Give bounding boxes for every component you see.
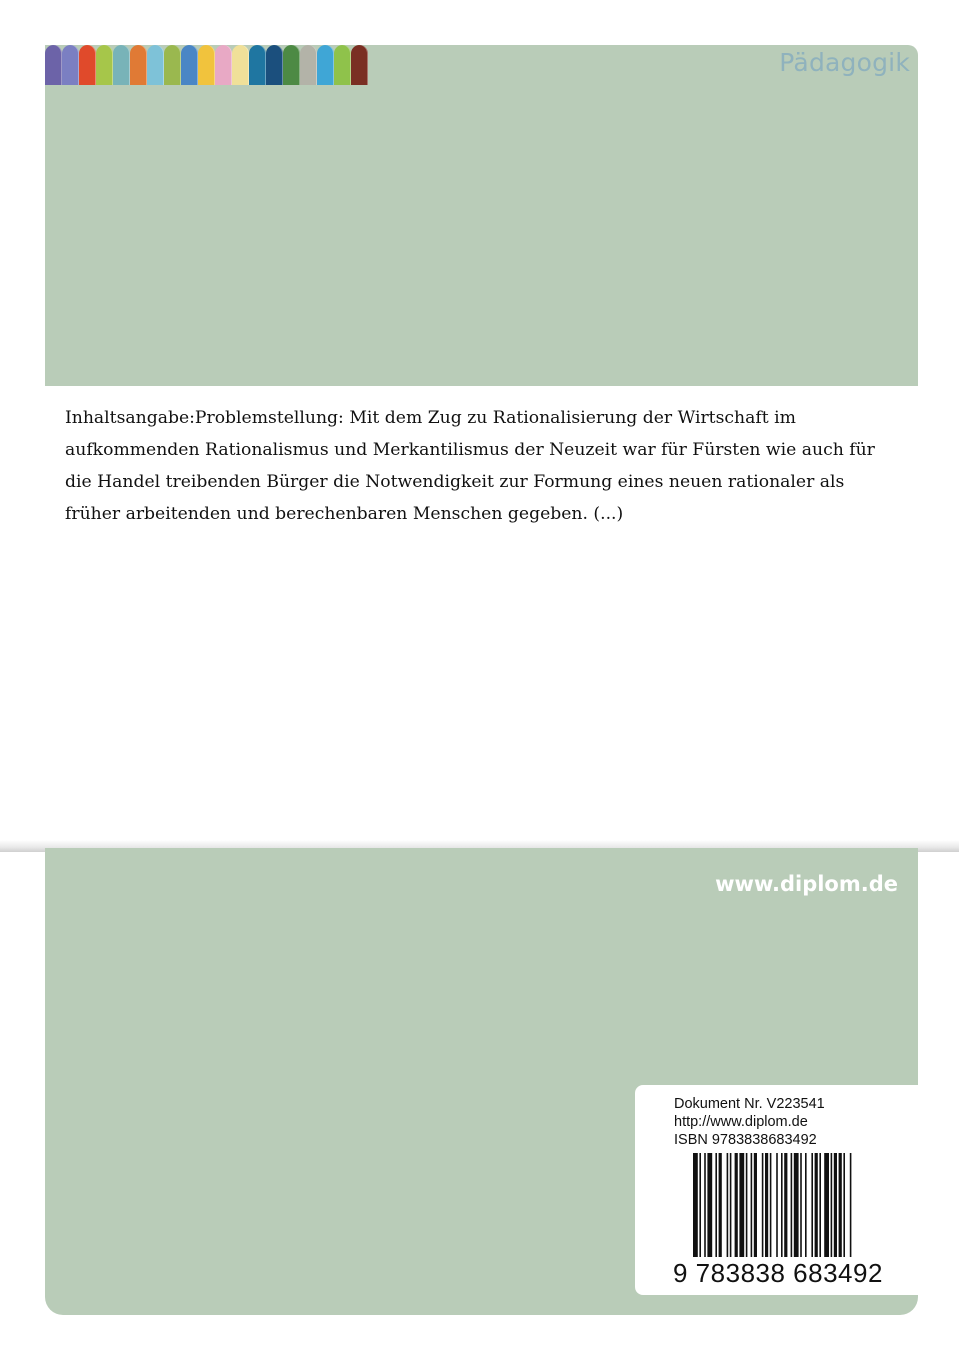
cover-top-panel	[45, 45, 918, 386]
color-tab	[334, 45, 351, 85]
barcode-bar	[815, 1153, 818, 1257]
barcode-bar	[699, 1153, 701, 1257]
barcode-bar	[765, 1153, 768, 1257]
barcode-bar	[824, 1153, 829, 1257]
color-tab	[147, 45, 164, 85]
barcode-bar	[693, 1153, 698, 1257]
barcode-bar	[746, 1153, 748, 1257]
barcode-bar	[715, 1153, 717, 1257]
barcode-bar	[811, 1153, 813, 1257]
color-tab	[266, 45, 283, 85]
publisher-website: www.diplom.de	[715, 872, 898, 896]
color-tab	[300, 45, 317, 85]
barcode-bar	[805, 1153, 807, 1257]
barcode-bar	[850, 1153, 852, 1257]
color-tab	[351, 45, 368, 85]
color-tabs	[45, 45, 368, 85]
color-tab	[164, 45, 181, 85]
barcode-bar	[762, 1153, 764, 1257]
category-label: Pädagogik	[779, 48, 910, 77]
color-tab	[198, 45, 215, 85]
color-tab	[45, 45, 62, 85]
barcode-bar	[707, 1153, 712, 1257]
barcode-bar	[800, 1153, 802, 1257]
color-tab	[249, 45, 266, 85]
book-description: Inhaltsangabe:Problemstellung: Mit dem Zug zu Rationalisierung der Wirtschaft im aufkommenden Rationalismus und Merkantilismus der Neuzeit war für Fürsten wie auch für die Handel treibenden Bürger die Notwendigkeit zur Formung eines neuen rationaler als früher arbeitenden und berechenbaren Menschen gegeben. (...)	[65, 408, 875, 524]
barcode-bar	[776, 1153, 778, 1257]
barcode-bar	[831, 1153, 833, 1257]
document-number: Dokument Nr. V223541	[674, 1096, 825, 1112]
barcode-bar	[739, 1153, 744, 1257]
isbn-label: ISBN 9783838683492	[674, 1132, 817, 1148]
barcode-digits: 9 783838 683492	[673, 1258, 883, 1288]
color-tab	[113, 45, 130, 85]
barcode-bar	[784, 1153, 787, 1257]
barcode-bar	[735, 1153, 738, 1257]
color-tab	[181, 45, 198, 85]
color-tab	[79, 45, 96, 85]
barcode-bar	[770, 1153, 772, 1257]
barcode-bar	[704, 1153, 706, 1257]
barcode-bar	[781, 1153, 783, 1257]
color-tab	[62, 45, 79, 85]
barcode-bar	[751, 1153, 753, 1257]
publisher-url: http://www.diplom.de	[674, 1114, 808, 1130]
barcode-bar	[754, 1153, 757, 1257]
color-tab	[130, 45, 147, 85]
color-tab	[317, 45, 334, 85]
barcode-bar	[843, 1153, 845, 1257]
barcode-bar	[819, 1153, 821, 1257]
color-tab	[96, 45, 113, 85]
barcode-bar	[719, 1153, 722, 1257]
color-tab	[215, 45, 232, 85]
barcode-box	[635, 1085, 918, 1295]
color-tab	[232, 45, 249, 85]
barcode-bar	[794, 1153, 799, 1257]
barcode-bar	[730, 1153, 732, 1257]
barcode-bar	[791, 1153, 793, 1257]
barcode-bar	[727, 1153, 729, 1257]
color-tab	[283, 45, 300, 85]
barcode-icon	[693, 1153, 899, 1263]
barcode-bar	[834, 1153, 837, 1257]
barcode-bar	[839, 1153, 842, 1257]
